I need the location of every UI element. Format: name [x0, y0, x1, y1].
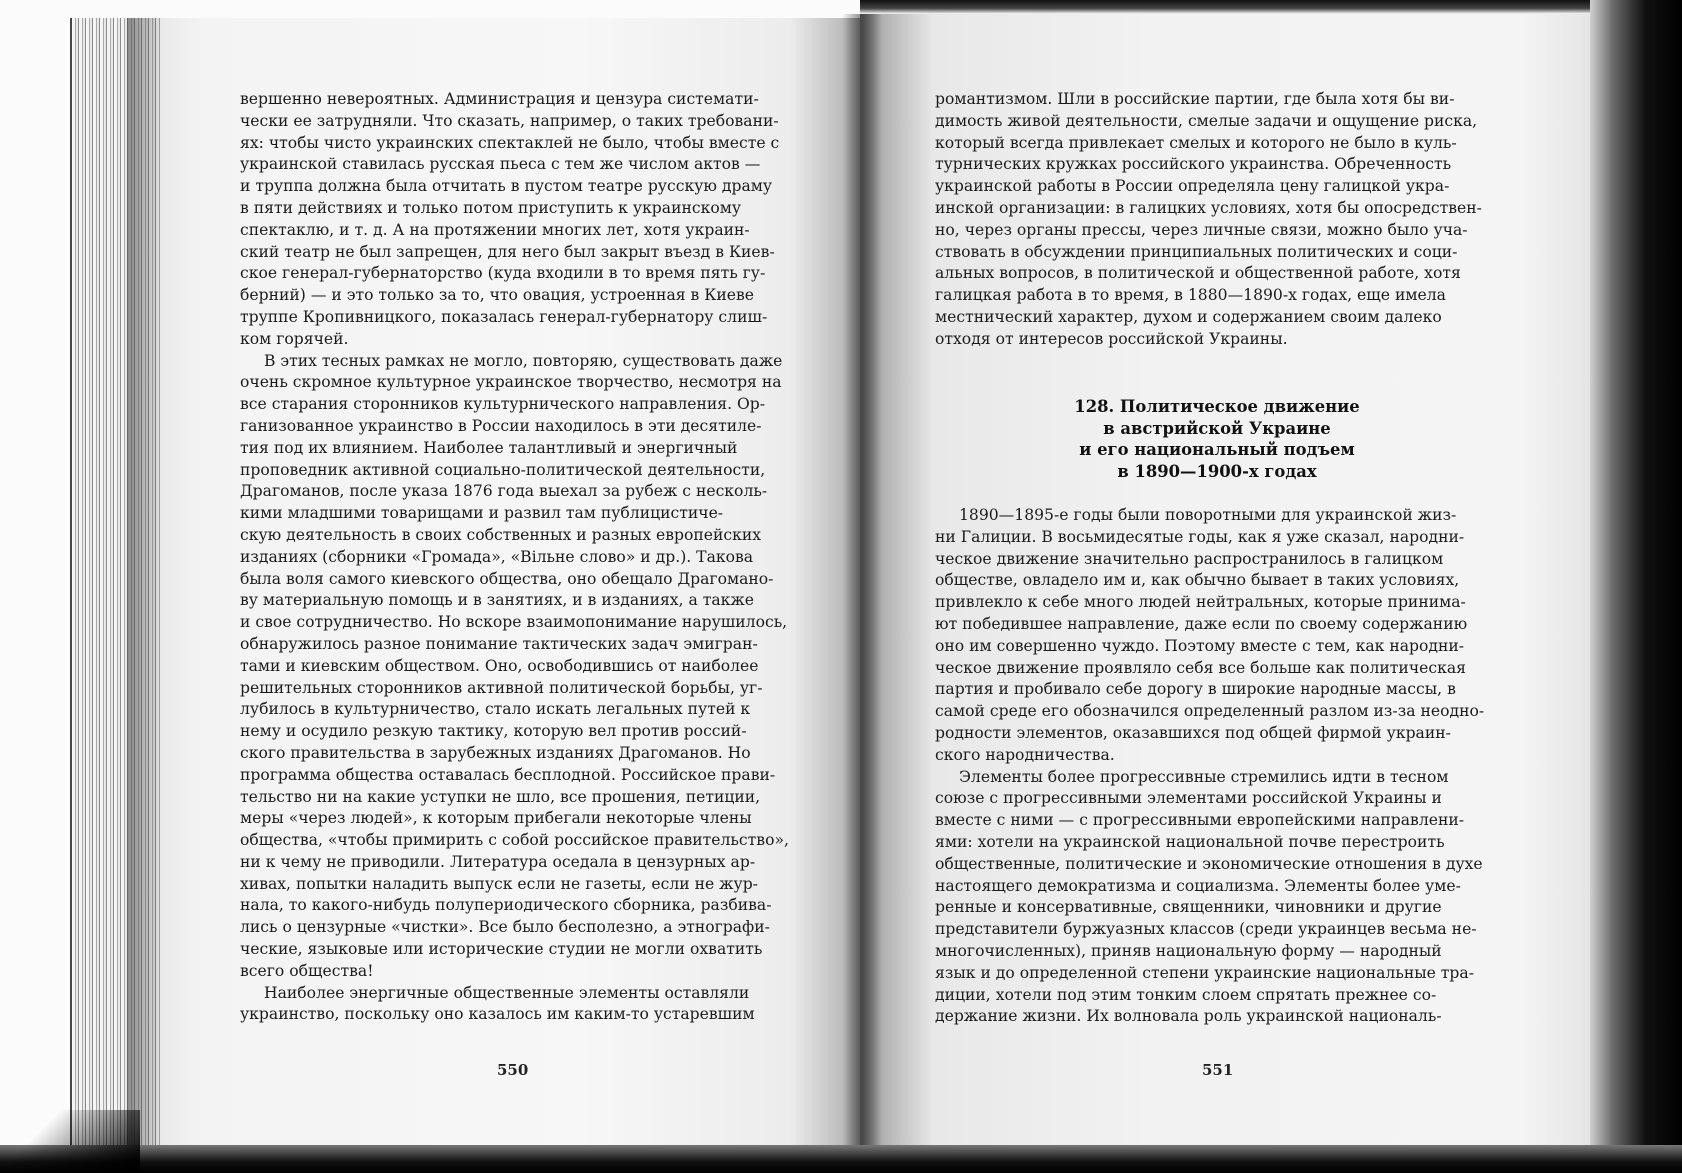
- section-heading: [935, 396, 1499, 482]
- text-line: отходя от интересов российской Украины.: [935, 329, 1288, 348]
- text-line: лубилось в культурничество, стало искать легальных путей к: [240, 700, 751, 719]
- text-line: союзе с прогрессивными элементами российской Украины и: [935, 789, 1442, 808]
- left-page-text: [240, 89, 798, 1026]
- scan-shadow-top: [860, 0, 1682, 14]
- text-line: галицкая работа в то время, в 1880—1890-х годах, еще имела: [935, 286, 1446, 305]
- page-number-left: 550: [497, 1061, 529, 1079]
- text-line: ское генерал-губернаторство (куда входили в то время пять гу-: [240, 264, 766, 283]
- text-line: тия под их влиянием. Наиболее талантливый и энергичный: [240, 438, 738, 457]
- text-line: который всегда привлекает смелых и которого не было в куль-: [935, 133, 1457, 152]
- text-line: изданиях (сборники «Громада», «Вільне слово» и др.). Такова: [240, 547, 754, 566]
- text-line: 128. Политическое движение: [1074, 397, 1360, 416]
- text-line: труппе Кропивницкого, показалась генерал-губернатору слиш-: [240, 307, 768, 326]
- text-line: и труппа должна была отчитать в пустом театре русскую драму: [240, 177, 773, 196]
- scan-shadow-bottom: [0, 1145, 1682, 1173]
- text-line: многочисленных), приняв национальную форму — народный: [935, 941, 1442, 960]
- text-line: Наиболее энергичные общественные элементы оставляли: [264, 983, 750, 1002]
- text-line: ями: хотели на украинской национальной почве перестроить: [935, 832, 1445, 851]
- text-line: украинство, поскольку оно казалось им каким-то устаревшим: [240, 1005, 755, 1024]
- text-line: тами и киевским обществом. Оно, освободившись от наиболее: [240, 656, 759, 675]
- text-line: но, через органы прессы, через личные связи, можно было уча-: [935, 220, 1468, 239]
- text-line: общества, «чтобы примирить с собой российское правительство»,: [240, 831, 789, 850]
- text-line: ют победившее направление, даже если по своему содержанию: [935, 614, 1468, 633]
- text-line: язык и до определенной степени украинские национальные тра-: [935, 963, 1474, 982]
- book-gutter: [842, 14, 882, 1145]
- text-line: хивах, попытки наладить выпуск если не газеты, если не жур-: [240, 874, 758, 893]
- text-line: украинской работы в России определяла цену галицкой укра-: [935, 177, 1450, 196]
- text-line: диции, хотели под этим тонким слоем спрятать прежнее со-: [935, 985, 1437, 1004]
- text-line: самой среде его обозначился определенный разлом из-за неодно-: [935, 702, 1485, 721]
- text-line: ческое движение значительно распространилось в галицком: [935, 549, 1444, 568]
- text-line: романтизмом. Шли в российские партии, где была хотя бы ви-: [935, 90, 1455, 108]
- text-line: родности элементов, оказавшихся под общей фирмой украин-: [935, 723, 1451, 742]
- text-line: ского правительства в зарубежных изданиях Драгоманов. Но: [240, 743, 751, 762]
- text-line: ву материальную помощь и в занятиях, и в изданиях, а также: [240, 591, 754, 610]
- text-line: была воля самого киевского общества, оно обещало Драгомано-: [240, 569, 774, 588]
- text-line: обществе, овладело им и, как обычно бывает в таких условиях,: [935, 571, 1460, 590]
- text-line: тельство ни на какие уступки не шло, все прошения, петиции,: [240, 787, 761, 806]
- text-line: в 1890—1900-х годах: [1117, 461, 1317, 481]
- text-line: лись о цензурные «чистки». Все было бесполезно, а этнографи-: [240, 918, 770, 937]
- text-line: альных вопросов, в политической и общественной работе, хотя: [935, 264, 1461, 283]
- text-line: в пяти действиях и только потом приступить к украинскому: [240, 198, 742, 217]
- text-line: кими младшими товарищами и развил там публицистиче-: [240, 504, 724, 523]
- text-line: и его национальный подъем: [1079, 440, 1355, 459]
- text-line: всего общества!: [240, 961, 374, 980]
- text-line: решительных сторонников активной политической борьбы, уг-: [240, 678, 763, 697]
- text-line: меры «через людей», к которым прибегали некоторые члены: [240, 809, 752, 828]
- text-line: обнаружилось разное понимание тактических задач эмигран-: [240, 634, 758, 653]
- text-line: вместе с ними — с прогрессивными европейскими направлени-: [935, 811, 1465, 830]
- text-line: местнический характер, духом и содержанием своим далеко: [935, 307, 1442, 326]
- text-line: ческое движение проявляло себя все больше как политическая: [935, 658, 1466, 677]
- text-line: Драгоманов, после указа 1876 года выехал за рубеж с несколь-: [240, 482, 768, 501]
- text-line: и свое сотрудничество. Но вскоре взаимопонимание нарушилось,: [240, 613, 788, 632]
- page-number-right: 551: [1202, 1061, 1234, 1079]
- text-line: берний) — и это только за то, что овация, устроенная в Киеве: [240, 286, 754, 305]
- text-line: ком горячей.: [240, 329, 349, 348]
- text-line: ский театр не был запрещен, для него был закрыт въезд в Киев-: [240, 242, 775, 261]
- scan-shadow-right: [1590, 0, 1682, 1173]
- text-line: Элементы более прогрессивные стремились идти в тесном: [959, 767, 1449, 786]
- text-line: инской организации: в галицких условиях, хотя бы опосредствен-: [935, 198, 1482, 217]
- text-line: ского народничества.: [935, 745, 1115, 764]
- text-line: скую деятельность в своих собственных и разных европейских: [240, 525, 762, 544]
- page-edges: [70, 18, 167, 1153]
- text-line: вершенно невероятных. Администрация и цензура системати-: [240, 90, 759, 108]
- text-line: представители буржуазных классов (среди украинцев весьма не-: [935, 920, 1477, 939]
- text-line: нала, то какого-нибудь полупериодического сборника, разбива-: [240, 896, 772, 915]
- text-line: программа общества оставалась бесплодной. Российское прави-: [240, 765, 776, 784]
- text-line: держание жизни. Их волновала роль украинской националь-: [935, 1007, 1442, 1026]
- text-line: настоящего демократизма и социализма. Элементы более уме-: [935, 876, 1461, 895]
- right-page-text-top: [935, 89, 1499, 351]
- text-line: все старания сторонников культурнического направления. Ор-: [240, 395, 766, 414]
- text-line: 1890—1895-е годы были поворотными для украинской жиз-: [959, 506, 1457, 524]
- text-line: ганизованное украинство в России находилось в эти десятиле-: [240, 416, 762, 435]
- text-line: ствовать в обсуждении принципиальных политических и соци-: [935, 242, 1458, 261]
- text-line: ренные и консервативные, священники, чиновники и другие: [935, 898, 1442, 917]
- scan-shadow-corner: [0, 1110, 140, 1173]
- text-line: спектаклю, и т. д. А на протяжении многих лет, хотя украин-: [240, 220, 750, 239]
- text-line: проповедник активной социально-политической деятельности,: [240, 460, 766, 479]
- text-line: турнических кружках российского украинства. Обреченность: [935, 155, 1452, 174]
- text-line: партия и пробивало себе дорогу в широкие народные массы, в: [935, 680, 1456, 699]
- text-line: общественные, политические и экономические отношения в духе: [935, 854, 1483, 873]
- text-line: чески ее затрудняли. Что сказать, например, о таких требовани-: [240, 111, 779, 130]
- text-line: нему и осудило резкую тактику, которую вел против россий-: [240, 722, 747, 741]
- text-line: оно им совершенно чуждо. Поэтому вместе с тем, как народни-: [935, 636, 1465, 655]
- right-page-text-bottom: [935, 505, 1499, 1028]
- text-line: украинской ставилась русская пьеса с тем же числом актов —: [240, 155, 761, 174]
- text-line: привлекло к себе много людей нейтральных, которые принима-: [935, 593, 1466, 612]
- text-line: ях: чтобы чисто украинских спектаклей не было, чтобы вместе с: [240, 133, 780, 152]
- text-line: В этих тесных рамках не могло, повторяю, существовать даже: [264, 351, 783, 370]
- text-line: ни к чему не приводили. Литература оседала в цензурных ар-: [240, 852, 756, 871]
- text-line: ческие, языковые или исторические студии не могли охватить: [240, 940, 763, 959]
- text-line: ни Галиции. В восьмидесятые годы, как я уже сказал, народни-: [935, 527, 1465, 546]
- text-line: очень скромное культурное украинское творчество, несмотря на: [240, 373, 782, 392]
- text-line: в австрийской Украине: [1103, 418, 1331, 438]
- text-line: димость живой деятельности, смелые задачи и ощущение риска,: [935, 111, 1478, 130]
